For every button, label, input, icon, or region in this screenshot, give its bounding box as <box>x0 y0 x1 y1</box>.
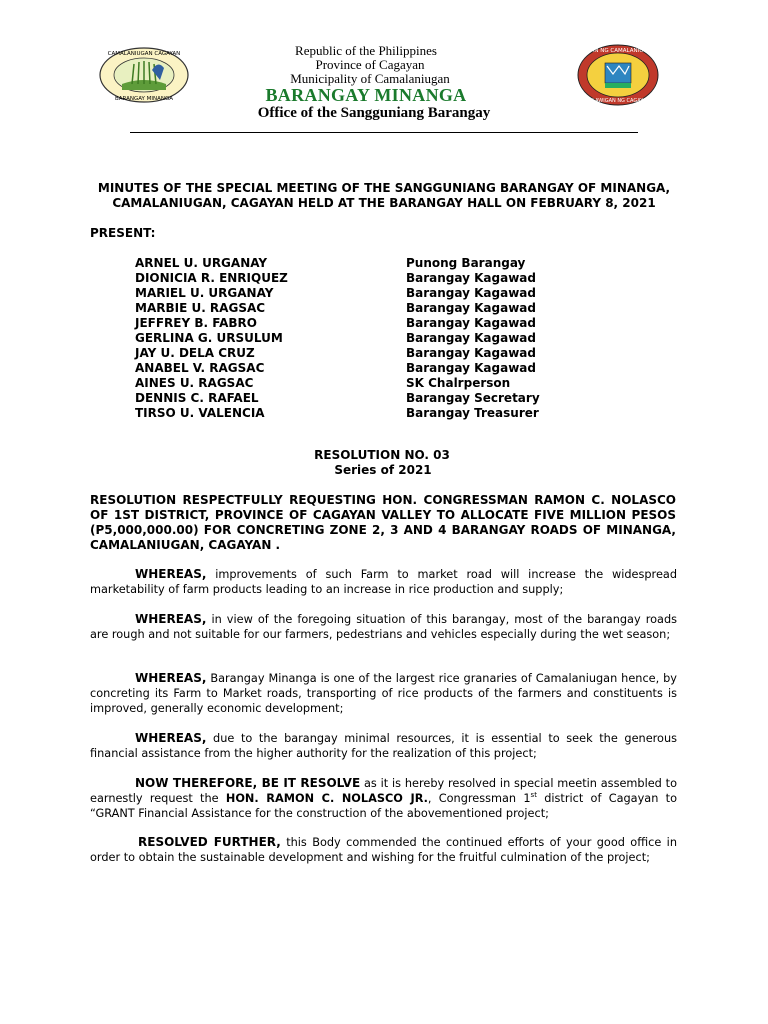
attendee-role: Barangay Kagawad <box>406 301 536 315</box>
seal-right-bottom-text: LALAWIGAN NG CAGAYAN <box>585 98 651 104</box>
attendee-list <box>135 256 555 421</box>
attendee-role: Barangay Kagawad <box>406 361 536 375</box>
attendee-role: Punong Barangay <box>406 256 526 270</box>
paragraph-text: district of Cagayan to “GRANT Financial Assistance for the construction of the abovementioned project; <box>90 792 677 820</box>
minutes-title: MINUTES OF THE SPECIAL MEETING OF THE SANGGUNIANG BARANGAY OF MINANGA, CAMALANIUGAN, CAGAYAN HELD AT THE BARANGAY HALL ON FEBRUARY 8, 2021 <box>97 181 671 210</box>
attendee-row <box>135 301 555 316</box>
attendee-row <box>135 346 555 361</box>
attendee-role: Barangay Kagawad <box>406 316 536 330</box>
paragraph-text: as it is hereby resolved in special meetin assembled to earnestly request the <box>90 777 678 805</box>
attendee-role: SK Chalrperson <box>406 376 511 390</box>
whereas-paragraph-3 <box>90 671 677 716</box>
attendee-name: ARNEL U. URGANAY <box>135 256 268 270</box>
now-therefore-paragraph <box>90 776 677 821</box>
header-municipality: Municipality of Camalaniugan <box>290 71 450 86</box>
paragraph-lead: WHEREAS, <box>135 671 207 685</box>
whereas-paragraph-2 <box>90 612 677 642</box>
attendee-name: JEFFREY B. FABRO <box>135 316 257 330</box>
attendee-name: TIRSO U. VALENCIA <box>135 406 265 420</box>
attendee-row <box>135 361 555 376</box>
paragraph-lead: WHEREAS, <box>135 612 207 626</box>
attendee-name: DIONICIA R. ENRIQUEZ <box>135 271 288 285</box>
attendee-name: GERLINA G. URSULUM <box>135 331 283 345</box>
attendee-role: Barangay Kagawad <box>406 286 536 300</box>
attendee-row <box>135 256 555 271</box>
attendee-role: Barangay Secretary <box>406 391 540 405</box>
attendee-row <box>135 406 555 421</box>
attendee-role: Barangay Treasurer <box>406 406 539 420</box>
paragraph-text: improvements of such Farm to market road will increase the widespread marketability of farm products leading to an increase in rice production and supply; <box>90 568 677 596</box>
attendee-role: Barangay Kagawad <box>406 331 536 345</box>
attendee-name: DENNIS C. RAFAEL <box>135 391 259 405</box>
header-province: Province of Cagayan <box>315 57 425 72</box>
header-divider <box>130 132 638 133</box>
paragraph-text: Barangay Minanga is one of the largest rice granaries of Camalaniugan hence, by concreting its Farm to Market roads, transporting of rice products of the farmers and constituents is improved, generally economic development; <box>90 672 677 715</box>
attendee-role: Barangay Kagawad <box>406 346 536 360</box>
attendee-name: MARBIE U. RAGSAC <box>135 301 266 315</box>
paragraph-text: due to the barangay minimal resources, it is essential to seek the generous financial assistance from the higher authority for the realization of this project; <box>90 732 677 760</box>
header-republic: Republic of the Philippines <box>295 43 437 58</box>
present-label: PRESENT: <box>90 226 156 240</box>
paragraph-lead: NOW THEREFORE, BE IT RESOLVE <box>135 776 361 790</box>
resolved-further-paragraph <box>90 835 677 865</box>
header-office: Office of the Sangguniang Barangay <box>257 105 491 121</box>
attendee-name: MARIEL U. URGANAY <box>135 286 274 300</box>
attendee-name: ANABEL V. RAGSAC <box>135 361 265 375</box>
congressman-name: HON. RAMON C. NOLASCO JR. <box>225 792 428 805</box>
seal-right-top-text: BAYAN NG CAMALANIUGAN <box>580 48 656 54</box>
attendee-row <box>135 316 555 331</box>
attendee-role: Barangay Kagawad <box>406 271 536 285</box>
attendee-row <box>135 331 555 346</box>
paragraph-lead: RESOLVED FURTHER, <box>138 835 281 849</box>
attendee-name: JAY U. DELA CRUZ <box>135 346 255 360</box>
paragraph-text: in view of the foregoing situation of this barangay, most of the barangay roads are rough and not suitable for our farmers, pedestrians and vehicles especially during the wet season; <box>90 613 677 641</box>
attendee-row <box>135 376 555 391</box>
seal-left-bottom-text: BARANGAY MINANGA <box>114 96 174 102</box>
attendee-row <box>135 286 555 301</box>
resolution-title: RESOLUTION RESPECTFULLY REQUESTING HON. CONGRESSMAN RAMON C. NOLASCO OF 1ST DISTRICT, PROVINCE OF CAGAYAN VALLEY TO ALLOCATE FIVE MILLION PESOS (P5,000,000.00) FOR CONCRETING ZONE 2, 3 AND 4 BARANGAY ROADS OF MINANGA, CAMALANIUGAN, CAGAYAN . <box>90 493 676 552</box>
paragraph-lead: WHEREAS, <box>135 567 207 581</box>
header-barangay-name: BARANGAY MINANGA <box>265 85 467 105</box>
whereas-paragraph-1 <box>90 567 677 597</box>
paragraph-text: this Body commended the continued efforts of your good office in order to obtain the sustainable development and wishing for the fruitful culmination of the project; <box>90 836 677 864</box>
seal-left-top-text: CAMALANIUGAN CAGAYAN <box>107 51 181 57</box>
attendee-row <box>135 271 555 286</box>
ordinal-superscript: st <box>530 791 537 800</box>
attendee-name: AINES U. RAGSAC <box>135 376 254 390</box>
resolution-number: RESOLUTION NO. 03 <box>314 448 450 462</box>
paragraph-lead: WHEREAS, <box>135 731 207 745</box>
whereas-paragraph-4 <box>90 731 677 761</box>
attendee-row <box>135 391 555 406</box>
resolution-series: Series of 2021 <box>334 463 432 477</box>
paragraph-text: , Congressman 1 <box>427 792 531 805</box>
